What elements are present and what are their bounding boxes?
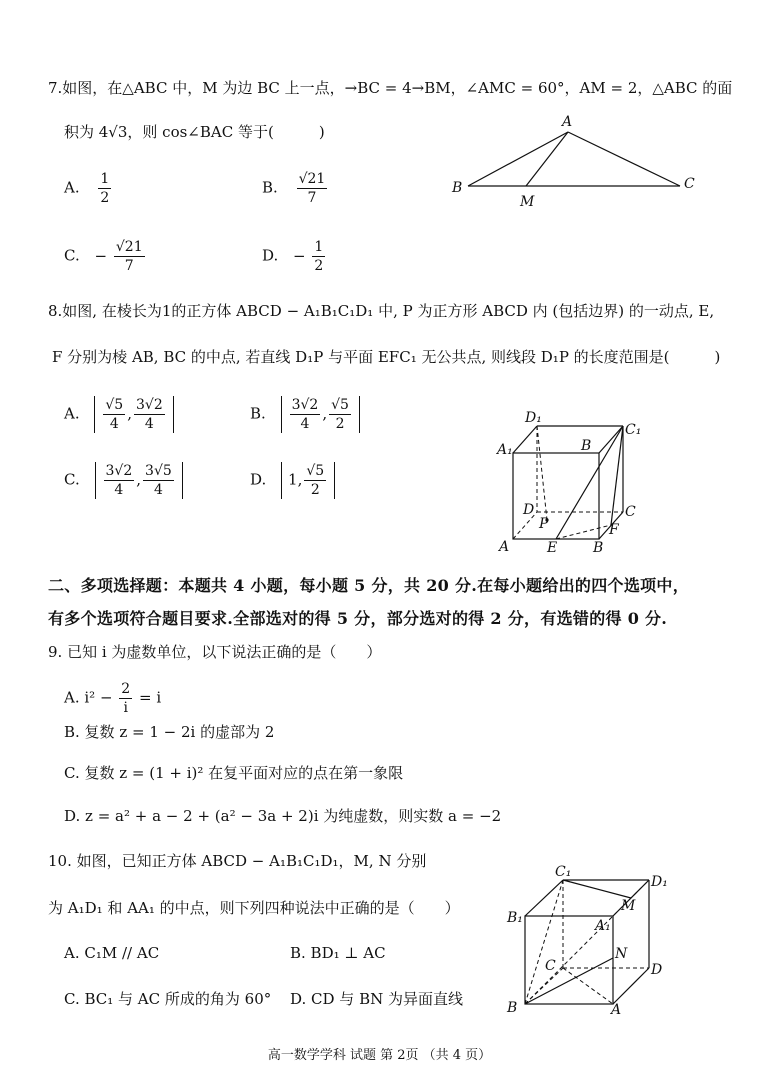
q10-option-d[interactable]: D. CD 与 BN 为异面直线 [290,990,463,1008]
section2-heading-line1: 二、多项选择题：本题共 4 小题，每小题 5 分，共 20 分.在每小题给出的四个选项中， [48,576,690,595]
q8-option-b[interactable] [250,396,360,433]
q7-option-c[interactable] [64,238,147,275]
q9-option-b[interactable]: B. 复数 z = 1 − 2i 的虚部为 2 [64,723,275,741]
label-m: M [520,194,535,210]
q8-stem-line1: 8.如图, 在棱长为1的正方体 ABCD − A₁B₁C₁D₁ 中, P 为正方形 ABCD 内 (包括边界) 的一动点, E, [48,302,715,320]
fraction: $\frac{√21}{7}$ [298,171,326,206]
q7-option-d[interactable] [262,238,327,275]
label-d1: D₁ [651,874,668,890]
interval: 1, $\frac{√5}{2}$ [281,462,335,499]
label-d: D [523,502,535,518]
interval: $\frac{3√2}{4}$ , $\frac{3√5}{4}$ [95,462,183,499]
segment-ac [568,132,680,186]
label-b: B [507,1000,518,1016]
q7-triangle-figure [440,110,710,215]
label-p: P [539,516,549,532]
label-c: C [545,958,556,974]
label-c1: C₁ [625,422,642,438]
fraction: $\frac{√21}{7}$ [115,239,143,274]
q10-option-a[interactable]: A. C₁M // AC [64,944,160,962]
label-a: A [499,539,510,555]
fraction: $\frac{2}{i}$ [121,681,131,716]
interval: $\frac{3√2}{4}$ , $\frac{√5}{2}$ [281,396,360,433]
label-d1: D₁ [525,410,542,426]
q10-stem-line1: 10. 如图，已知正方体 ABCD − A₁B₁C₁D₁，M, N 分别 [48,852,427,870]
q7-stem-line1: 7.如图，在△ABC 中，M 为边 BC 上一点，→BC = 4→BM，∠AMC = 60°，AM = 2，△ABC 的面 [48,79,733,97]
segment-am [526,132,568,186]
label-c: C [684,176,695,192]
option-label: A. [64,178,80,197]
q9-option-c[interactable]: C. 复数 z = (1 + i)² 在复平面对应的点在第一象限 [64,764,404,782]
q8-option-a[interactable] [64,396,174,433]
label-a1: A₁ [497,442,513,458]
q10-stem-line2: 为 A₁D₁ 和 AA₁ 的中点，则下列四种说法中正确的是（ ） [48,899,460,917]
option-label: C. [64,470,80,489]
label-b1: B₁ [507,910,523,926]
option-label: C. [64,246,80,265]
segment-ab [468,132,568,186]
fraction: $\frac{1}{2}$ [100,171,110,206]
label-d: D [651,962,663,978]
label-b1: B [581,438,592,454]
q10-option-c[interactable]: C. BC₁ 与 AC 所成的角为 60° [64,990,272,1008]
label-f: F [609,522,619,538]
option-label: D. [250,470,267,489]
option-label: A. [64,404,80,423]
q10-cube-figure [503,866,683,1016]
q9-option-a[interactable] [64,680,161,717]
label-c1: C₁ [555,864,572,880]
option-text: = i [139,688,162,707]
page-footer: 高一数学学科 试题 第 2页 （共 4 页） [267,1048,492,1063]
q8-option-c[interactable] [64,462,183,499]
q7-option-a[interactable] [64,170,113,207]
sign: − [94,246,108,265]
q9-stem: 9. 已知 i 为虚数单位，以下说法正确的是（ ） [48,643,382,661]
label-a: A [611,1002,622,1018]
q7-option-b[interactable] [262,170,329,207]
option-label: B. [262,178,278,197]
label-a1: A₁ [595,918,611,934]
label-b: B [593,540,604,556]
label-b: B [452,180,463,196]
option-label: D. [262,246,279,265]
sign: − [293,246,306,265]
fraction: $\frac{1}{2}$ [314,239,324,274]
label-e: E [547,540,558,556]
q8-option-d[interactable] [250,462,335,499]
label-a: A [562,114,573,130]
label-c: C [625,504,636,520]
q9-option-d[interactable]: D. z = a² + a − 2 + (a² − 3a + 2)i 为纯虚数，则实数 a = −2 [64,807,502,825]
interval: $\frac{√5}{4}$ , $\frac{3√2}{4}$ [94,396,173,433]
q7-stem-line2: 积为 4√3，则 cos∠BAC 等于( ) [64,123,325,141]
option-text: A. i² − [64,688,113,707]
option-label: B. [250,404,266,423]
q8-stem-line2: F 分别为棱 AB, BC 的中点, 若直线 D₁P 与平面 EFC₁ 无公共点, 则线段 D₁P 的长度范围是( ) [52,348,721,366]
q8-cube-figure [495,408,655,558]
q10-option-b[interactable]: B. BD₁ ⊥ AC [290,944,386,962]
section2-heading-line2: 有多个选项符合题目要求.全部选对的得 5 分，部分选对的得 2 分，有选错的得 0 分. [48,609,668,628]
label-n: N [615,946,628,962]
label-m: M [621,898,636,914]
